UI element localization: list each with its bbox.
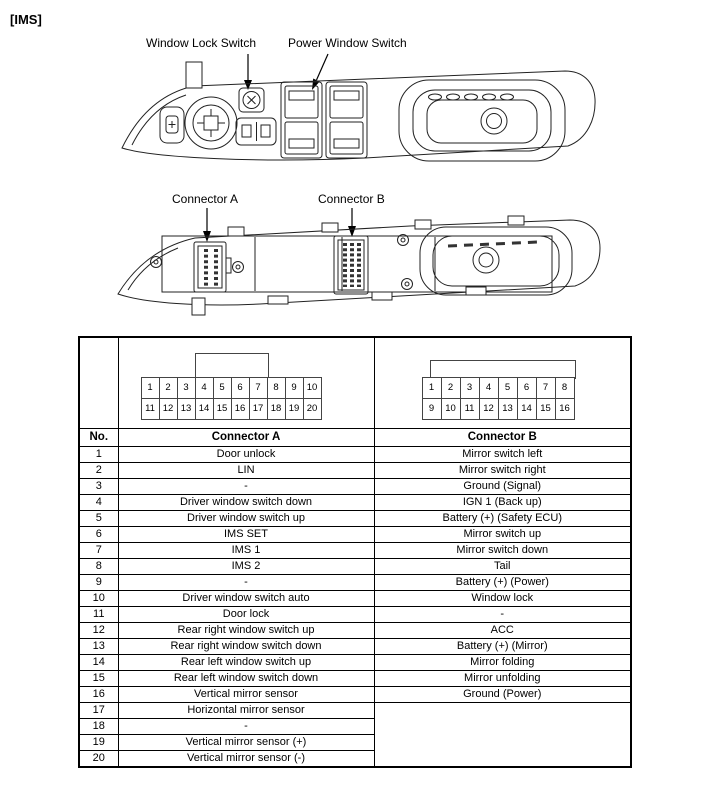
connector-a-keying-tab — [195, 353, 269, 379]
pin-no-cell-18: 18 — [79, 719, 118, 735]
mirror-fold-switch-drawing — [236, 118, 276, 145]
connector-a-cell-7: IMS 1 — [118, 543, 374, 559]
pin-number: 2 — [442, 378, 461, 399]
table-row — [79, 623, 631, 639]
pin-no-cell-4: 4 — [79, 495, 118, 511]
table-row — [79, 495, 631, 511]
pin-no-cell-10: 10 — [79, 591, 118, 607]
table-header-row — [79, 429, 631, 447]
table-row — [79, 639, 631, 655]
connector-b-cell-1: Mirror switch left — [374, 447, 631, 463]
connector-a-cell-1: Door unlock — [118, 447, 374, 463]
pin-number: 14 — [196, 399, 214, 420]
connector-a-drawing — [194, 242, 231, 292]
pin-number: 9 — [286, 378, 304, 399]
pin-no-cell-20: 20 — [79, 751, 118, 768]
pin-number: 20 — [304, 399, 322, 420]
pin-number: 4 — [196, 378, 214, 399]
table-row — [79, 511, 631, 527]
pin-no-cell-13: 13 — [79, 639, 118, 655]
connector-a-cell-11: Door lock — [118, 607, 374, 623]
connector-pin-table — [78, 336, 632, 768]
pin-number: 16 — [556, 399, 575, 420]
connector-a-cell-19: Vertical mirror sensor (+) — [118, 735, 374, 751]
armrest-cup-back-drawing — [420, 227, 572, 295]
connector-a-cell-10: Driver window switch auto — [118, 591, 374, 607]
connector-a-pin-diagram — [118, 337, 374, 429]
pin-number: 1 — [423, 378, 442, 399]
connector-b-cell-9: Battery (+) (Power) — [374, 575, 631, 591]
mounting-clips — [228, 216, 524, 304]
pin-number: 12 — [160, 399, 178, 420]
pin-number: 1 — [142, 378, 160, 399]
connector-b-cell-7: Mirror switch down — [374, 543, 631, 559]
pin-no-cell-14: 14 — [79, 655, 118, 671]
panel-top-tab — [186, 62, 202, 88]
pin-number: 3 — [178, 378, 196, 399]
pin-number: 7 — [250, 378, 268, 399]
connector-b-cell-14: Mirror folding — [374, 655, 631, 671]
pin-no-cell-8: 8 — [79, 559, 118, 575]
pin-number: 11 — [142, 399, 160, 420]
pin-no-cell-19: 19 — [79, 735, 118, 751]
pin-no-cell-12: 12 — [79, 623, 118, 639]
connector-b-drawing — [334, 236, 368, 294]
pin-no-cell-11: 11 — [79, 607, 118, 623]
connector-b-cell-13: Battery (+) (Mirror) — [374, 639, 631, 655]
pin-number: 4 — [480, 378, 499, 399]
connector-b-label: Connector B — [318, 192, 385, 206]
table-row — [79, 479, 631, 495]
connector-a-cell-3: - — [118, 479, 374, 495]
pin-number: 5 — [214, 378, 232, 399]
pin-number: 19 — [286, 399, 304, 420]
pin-number: 11 — [461, 399, 480, 420]
pin-number: 8 — [268, 378, 286, 399]
connector-a-label: Connector A — [172, 192, 239, 206]
table-row — [79, 687, 631, 703]
connector-b-pin-diagram — [374, 337, 631, 429]
window-lock-switch-drawing — [239, 88, 264, 112]
page-title: [IMS] — [10, 12, 42, 27]
screw-bosses — [151, 235, 413, 290]
connector-b-cell-5: Battery (+) (Safety ECU) — [374, 511, 631, 527]
connector-b-cell-2: Mirror switch right — [374, 463, 631, 479]
table-row — [79, 543, 631, 559]
power-window-switch-label: Power Window Switch — [288, 36, 407, 50]
pin-number: 18 — [268, 399, 286, 420]
table-row — [79, 607, 631, 623]
pin-no-cell-17: 17 — [79, 703, 118, 719]
pin-number: 15 — [537, 399, 556, 420]
pin-diagram-row — [79, 337, 631, 429]
connector-a-pin-grid — [141, 377, 322, 420]
connector-a-cell-20: Vertical mirror sensor (-) — [118, 751, 374, 768]
connector-b-cell-12: ACC — [374, 623, 631, 639]
power-window-switches-drawing — [281, 82, 367, 158]
pin-number: 13 — [499, 399, 518, 420]
connector-a-cell-5: Driver window switch up — [118, 511, 374, 527]
pin-no-cell-3: 3 — [79, 479, 118, 495]
pin-number: 15 — [214, 399, 232, 420]
connector-b-cell-4: IGN 1 (Back up) — [374, 495, 631, 511]
pin-number: 16 — [232, 399, 250, 420]
connector-a-cell-17: Horizontal mirror sensor — [118, 703, 374, 719]
connector-b-cell-11: - — [374, 607, 631, 623]
pin-number: 6 — [232, 378, 250, 399]
empty-corner-cell — [79, 337, 118, 429]
connector-a-cell-8: IMS 2 — [118, 559, 374, 575]
pin-number: 6 — [518, 378, 537, 399]
connector-a-cell-16: Vertical mirror sensor — [118, 687, 374, 703]
pin-no-cell-15: 15 — [79, 671, 118, 687]
pin-number: 12 — [480, 399, 499, 420]
connector-a-cell-2: LIN — [118, 463, 374, 479]
connector-b-cell-16: Ground (Power) — [374, 687, 631, 703]
window-lock-switch-label: Window Lock Switch — [146, 36, 257, 50]
panel-bottom-tab — [192, 298, 205, 315]
pin-number: 14 — [518, 399, 537, 420]
pin-number: 10 — [442, 399, 461, 420]
connector-b-cell-3: Ground (Signal) — [374, 479, 631, 495]
table-row — [79, 591, 631, 607]
table-row — [79, 655, 631, 671]
pin-no-cell-2: 2 — [79, 463, 118, 479]
mirror-adjust-knob — [185, 97, 237, 149]
connector-a-cell-13: Rear right window switch down — [118, 639, 374, 655]
header-connector-a: Connector A — [118, 429, 374, 447]
pin-no-cell-7: 7 — [79, 543, 118, 559]
pin-no-cell-6: 6 — [79, 527, 118, 543]
table-row — [79, 703, 631, 719]
connector-a-cell-9: - — [118, 575, 374, 591]
connector-b-cell-8: Tail — [374, 559, 631, 575]
pin-number: 13 — [178, 399, 196, 420]
pin-number: 10 — [304, 378, 322, 399]
connector-b-cell-6: Mirror switch up — [374, 527, 631, 543]
pin-no-cell-1: 1 — [79, 447, 118, 463]
pin-number: 17 — [250, 399, 268, 420]
pin-no-cell-16: 16 — [79, 687, 118, 703]
connector-a-cell-6: IMS SET — [118, 527, 374, 543]
pin-number: 9 — [423, 399, 442, 420]
header-no: No. — [79, 429, 118, 447]
connector-b-cell-10: Window lock — [374, 591, 631, 607]
connector-a-cell-14: Rear left window switch up — [118, 655, 374, 671]
connector-a-cell-18: - — [118, 719, 374, 735]
table-row — [79, 527, 631, 543]
connector-a-cell-12: Rear right window switch up — [118, 623, 374, 639]
connector-b-cell-15: Mirror unfolding — [374, 671, 631, 687]
connector-b-pin-grid — [422, 377, 575, 420]
table-row — [79, 463, 631, 479]
pin-number: 5 — [499, 378, 518, 399]
connector-a-cell-15: Rear left window switch down — [118, 671, 374, 687]
pin-number: 3 — [461, 378, 480, 399]
table-row — [79, 559, 631, 575]
front-view-illustration — [110, 55, 610, 175]
pin-no-cell-5: 5 — [79, 511, 118, 527]
pin-number: 8 — [556, 378, 575, 399]
header-connector-b: Connector B — [374, 429, 631, 447]
mirror-select-button — [160, 107, 184, 143]
pin-no-cell-9: 9 — [79, 575, 118, 591]
rear-view-illustration — [110, 210, 610, 320]
armrest-pull-cup-drawing — [399, 80, 565, 161]
pin-number: 2 — [160, 378, 178, 399]
pin-number: 7 — [537, 378, 556, 399]
table-row — [79, 575, 631, 591]
table-row — [79, 671, 631, 687]
connector-b-cell-17 — [374, 703, 631, 768]
connector-a-cell-4: Driver window switch down — [118, 495, 374, 511]
table-row — [79, 447, 631, 463]
